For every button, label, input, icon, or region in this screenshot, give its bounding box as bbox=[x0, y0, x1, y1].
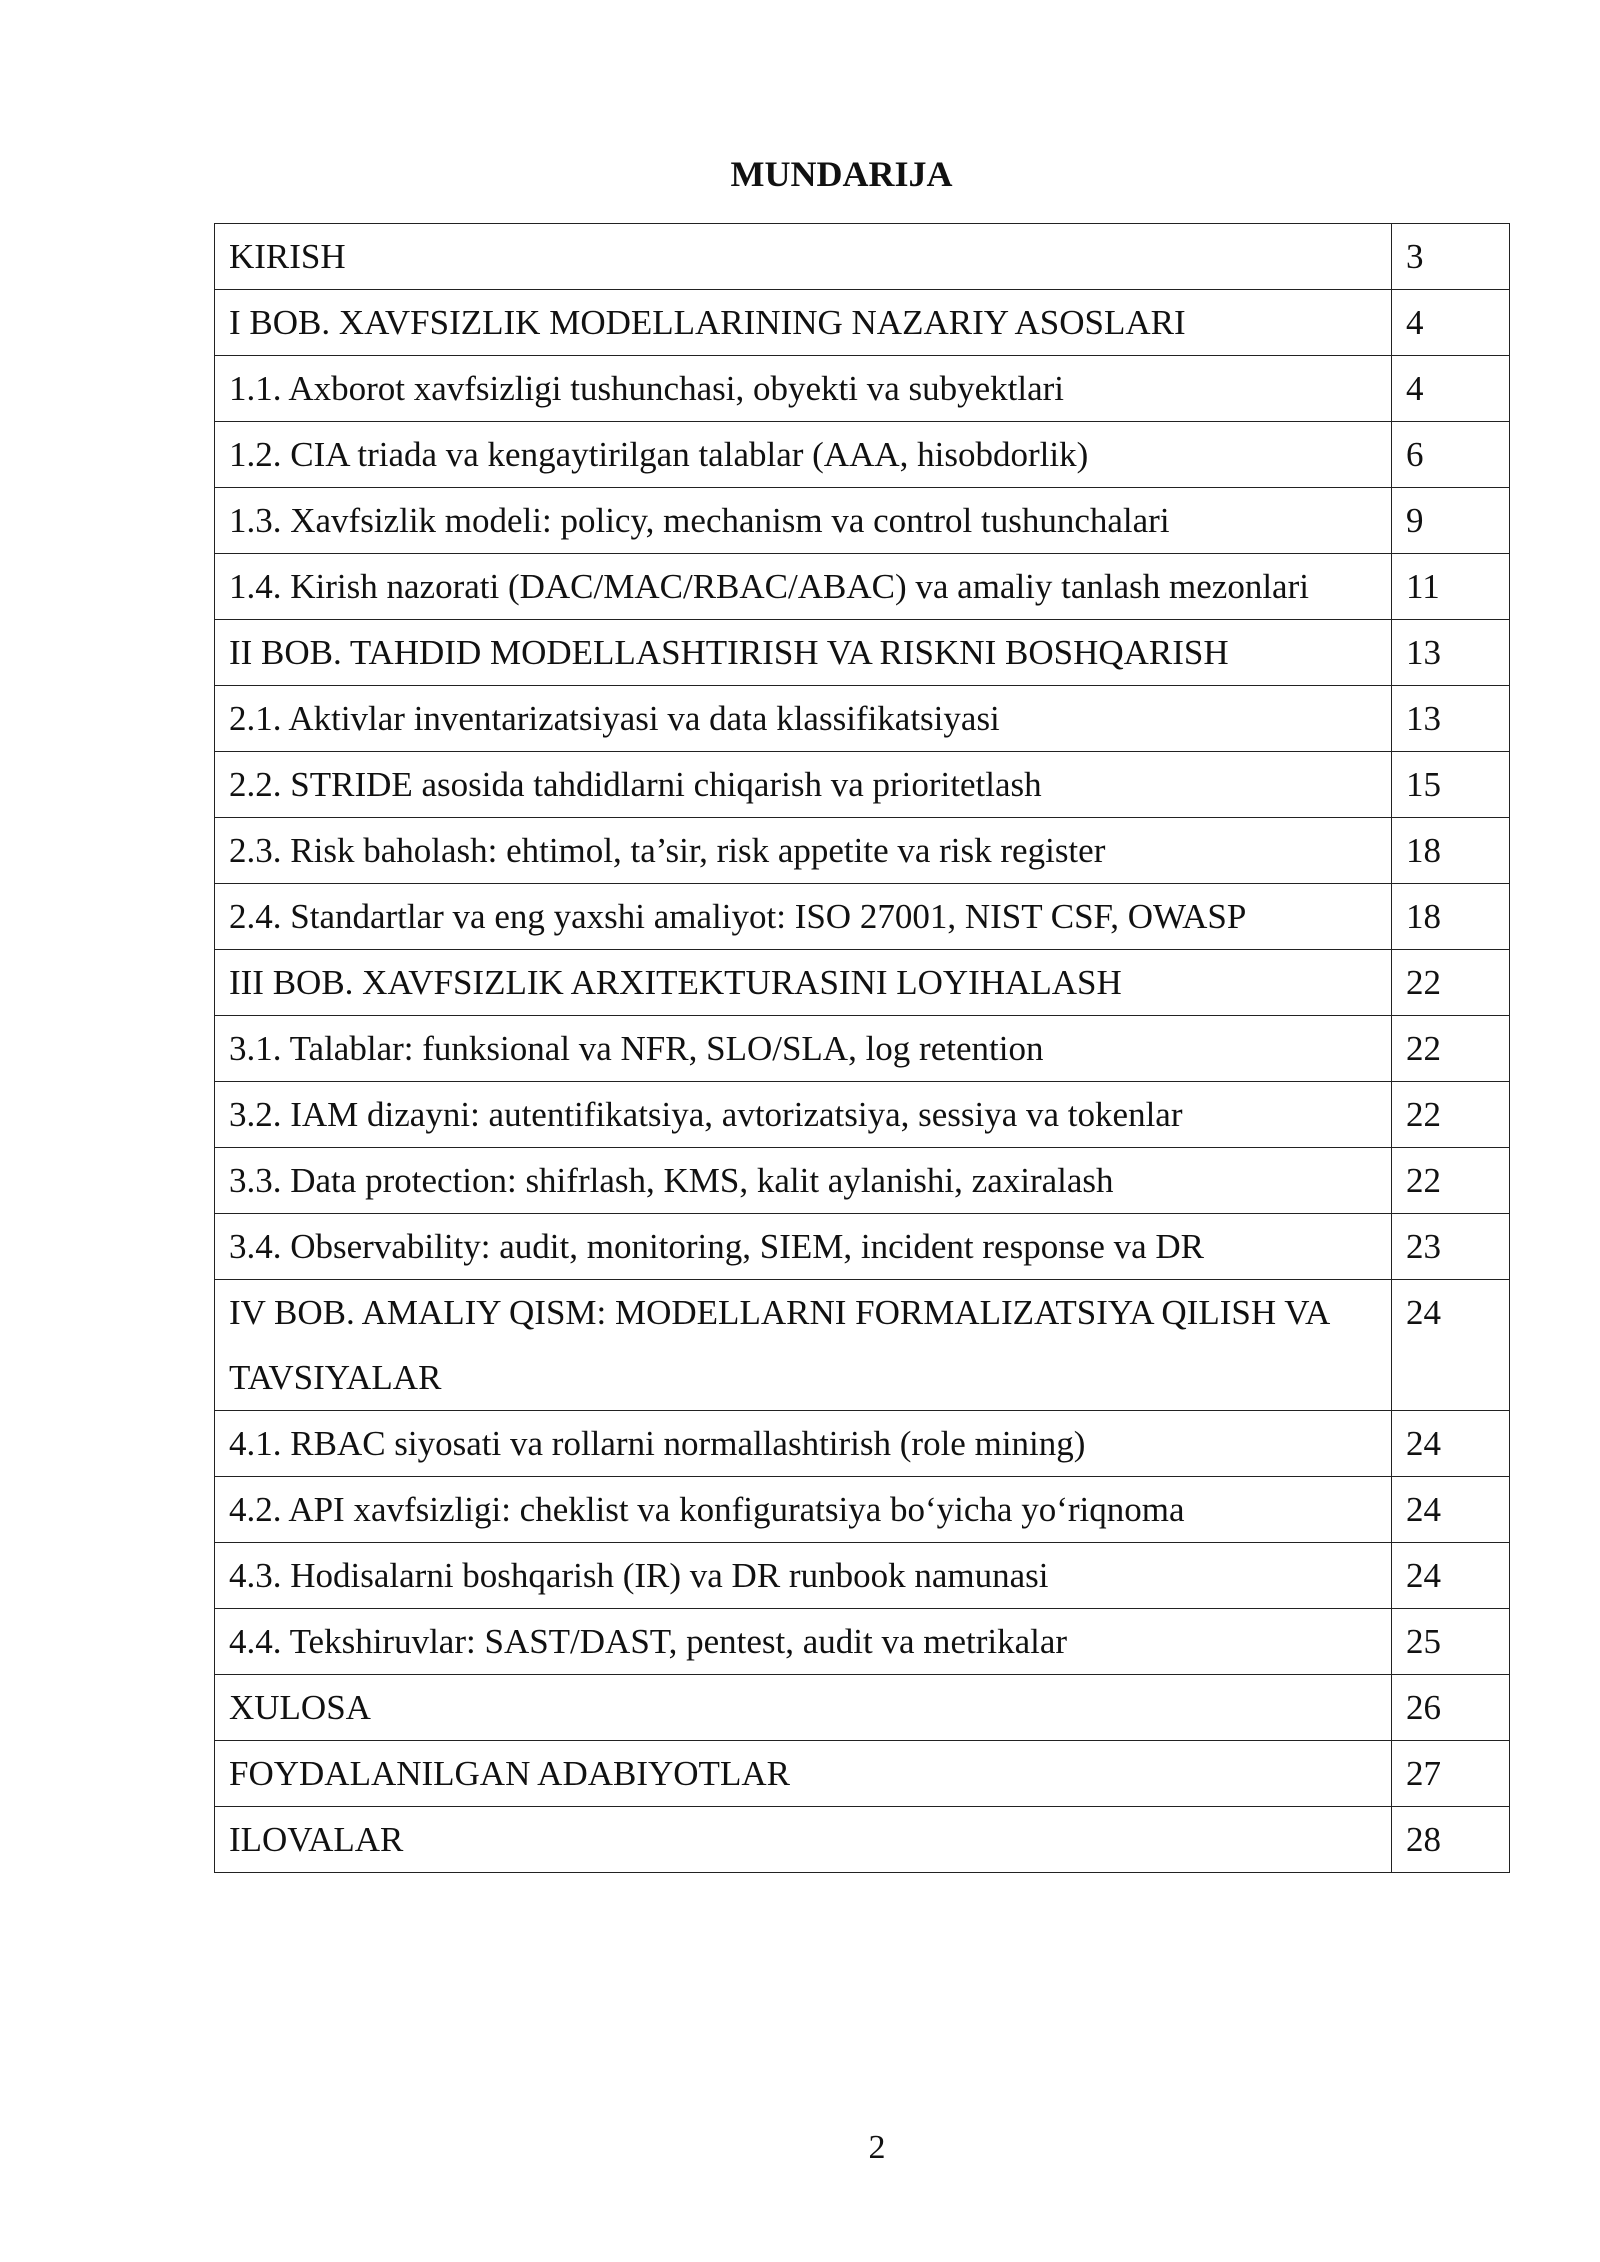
toc-entry-page: 11 bbox=[1392, 554, 1510, 620]
toc-row bbox=[215, 1477, 1510, 1543]
toc-entry-page: 22 bbox=[1392, 1082, 1510, 1148]
toc-row bbox=[215, 1411, 1510, 1477]
toc-entry-title: 4.2. API xavfsizligi: cheklist va konfiguratsiya bo‘yicha yo‘riqnoma bbox=[215, 1477, 1392, 1543]
toc-entry-title: 2.2. STRIDE asosida tahdidlarni chiqarish va prioritetlash bbox=[215, 752, 1392, 818]
toc-entry-title: 1.1. Axborot xavfsizligi tushunchasi, obyekti va subyektlari bbox=[215, 356, 1392, 422]
toc-row bbox=[215, 1807, 1510, 1873]
toc-entry-title: IV BOB. AMALIY QISM: MODELLARNI FORMALIZATSIYA QILISH VA TAVSIYALAR bbox=[215, 1280, 1392, 1411]
toc-row bbox=[215, 1741, 1510, 1807]
toc-entry-title: 3.1. Talablar: funksional va NFR, SLO/SLA, log retention bbox=[215, 1016, 1392, 1082]
toc-row bbox=[215, 1543, 1510, 1609]
toc-entry-page: 13 bbox=[1392, 620, 1510, 686]
toc-entry-page: 13 bbox=[1392, 686, 1510, 752]
toc-row bbox=[215, 488, 1510, 554]
toc-entry-page: 25 bbox=[1392, 1609, 1510, 1675]
toc-row bbox=[215, 290, 1510, 356]
toc-entry-page: 24 bbox=[1392, 1477, 1510, 1543]
toc-row bbox=[215, 356, 1510, 422]
toc-entry-title: 1.2. CIA triada va kengaytirilgan talablar (AAA, hisobdorlik) bbox=[215, 422, 1392, 488]
toc-row bbox=[215, 620, 1510, 686]
toc-entry-page: 3 bbox=[1392, 224, 1510, 290]
toc-entry-title: 3.4. Observability: audit, monitoring, SIEM, incident response va DR bbox=[215, 1214, 1392, 1280]
toc-entry-title: II BOB. TAHDID MODELLASHTIRISH VA RISKNI BOSHQARISH bbox=[215, 620, 1392, 686]
toc-row bbox=[215, 1016, 1510, 1082]
toc-entry-page: 4 bbox=[1392, 290, 1510, 356]
page-title: MUNDARIJA bbox=[730, 154, 953, 194]
toc-entry-page: 9 bbox=[1392, 488, 1510, 554]
toc-entry-page: 27 bbox=[1392, 1741, 1510, 1807]
toc-row bbox=[215, 752, 1510, 818]
toc-entry-page: 15 bbox=[1392, 752, 1510, 818]
toc-entry-title: KIRISH bbox=[215, 224, 1392, 290]
toc-row bbox=[215, 1082, 1510, 1148]
toc-entry-title: ILOVALAR bbox=[215, 1807, 1392, 1873]
toc-entry-page: 22 bbox=[1392, 1148, 1510, 1214]
toc-row bbox=[215, 818, 1510, 884]
toc-entry-page: 24 bbox=[1392, 1543, 1510, 1609]
toc-entry-title: III BOB. XAVFSIZLIK ARXITEKTURASINI LOYIHALASH bbox=[215, 950, 1392, 1016]
table-of-contents bbox=[214, 223, 1510, 1873]
toc-row bbox=[215, 1675, 1510, 1741]
toc-row bbox=[215, 950, 1510, 1016]
toc-entry-title: 3.2. IAM dizayni: autentifikatsiya, avtorizatsiya, sessiya va tokenlar bbox=[215, 1082, 1392, 1148]
toc-entry-title: 2.1. Aktivlar inventarizatsiyasi va data klassifikatsiyasi bbox=[215, 686, 1392, 752]
toc-entry-title: XULOSA bbox=[215, 1675, 1392, 1741]
toc-entry-page: 4 bbox=[1392, 356, 1510, 422]
toc-entry-title: 1.3. Xavfsizlik modeli: policy, mechanism va control tushunchalari bbox=[215, 488, 1392, 554]
toc-entry-page: 24 bbox=[1392, 1411, 1510, 1477]
toc-entry-title: FOYDALANILGAN ADABIYOTLAR bbox=[215, 1741, 1392, 1807]
toc-entry-title: 1.4. Kirish nazorati (DAC/MAC/RBAC/ABAC) va amaliy tanlash mezonlari bbox=[215, 554, 1392, 620]
toc-row bbox=[215, 1609, 1510, 1675]
toc-row bbox=[215, 884, 1510, 950]
toc-entry-page: 26 bbox=[1392, 1675, 1510, 1741]
toc-row bbox=[215, 554, 1510, 620]
toc-entry-page: 23 bbox=[1392, 1214, 1510, 1280]
toc-entry-title: 3.3. Data protection: shifrlash, KMS, kalit aylanishi, zaxiralash bbox=[215, 1148, 1392, 1214]
toc-entry-title: 4.1. RBAC siyosati va rollarni normallashtirish (role mining) bbox=[215, 1411, 1392, 1477]
toc-entry-title: 2.3. Risk baholash: ehtimol, ta’sir, risk appetite va risk register bbox=[215, 818, 1392, 884]
toc-row bbox=[215, 224, 1510, 290]
toc-row bbox=[215, 1280, 1510, 1411]
toc-entry-page: 24 bbox=[1392, 1280, 1510, 1411]
toc-row bbox=[215, 1214, 1510, 1280]
toc-entry-page: 22 bbox=[1392, 1016, 1510, 1082]
page-number: 2 bbox=[868, 2129, 886, 2166]
toc-row bbox=[215, 686, 1510, 752]
toc-entry-page: 6 bbox=[1392, 422, 1510, 488]
toc-entry-title: I BOB. XAVFSIZLIK MODELLARINING NAZARIY ASOSLARI bbox=[215, 290, 1392, 356]
toc-body bbox=[215, 224, 1510, 1873]
toc-entry-page: 18 bbox=[1392, 818, 1510, 884]
toc-entry-title: 4.4. Tekshiruvlar: SAST/DAST, pentest, audit va metrikalar bbox=[215, 1609, 1392, 1675]
toc-entry-page: 22 bbox=[1392, 950, 1510, 1016]
toc-entry-title: 4.3. Hodisalarni boshqarish (IR) va DR runbook namunasi bbox=[215, 1543, 1392, 1609]
toc-entry-title: 2.4. Standartlar va eng yaxshi amaliyot: ISO 27001, NIST CSF, OWASP bbox=[215, 884, 1392, 950]
toc-entry-page: 18 bbox=[1392, 884, 1510, 950]
toc-row bbox=[215, 422, 1510, 488]
toc-entry-page: 28 bbox=[1392, 1807, 1510, 1873]
toc-row bbox=[215, 1148, 1510, 1214]
